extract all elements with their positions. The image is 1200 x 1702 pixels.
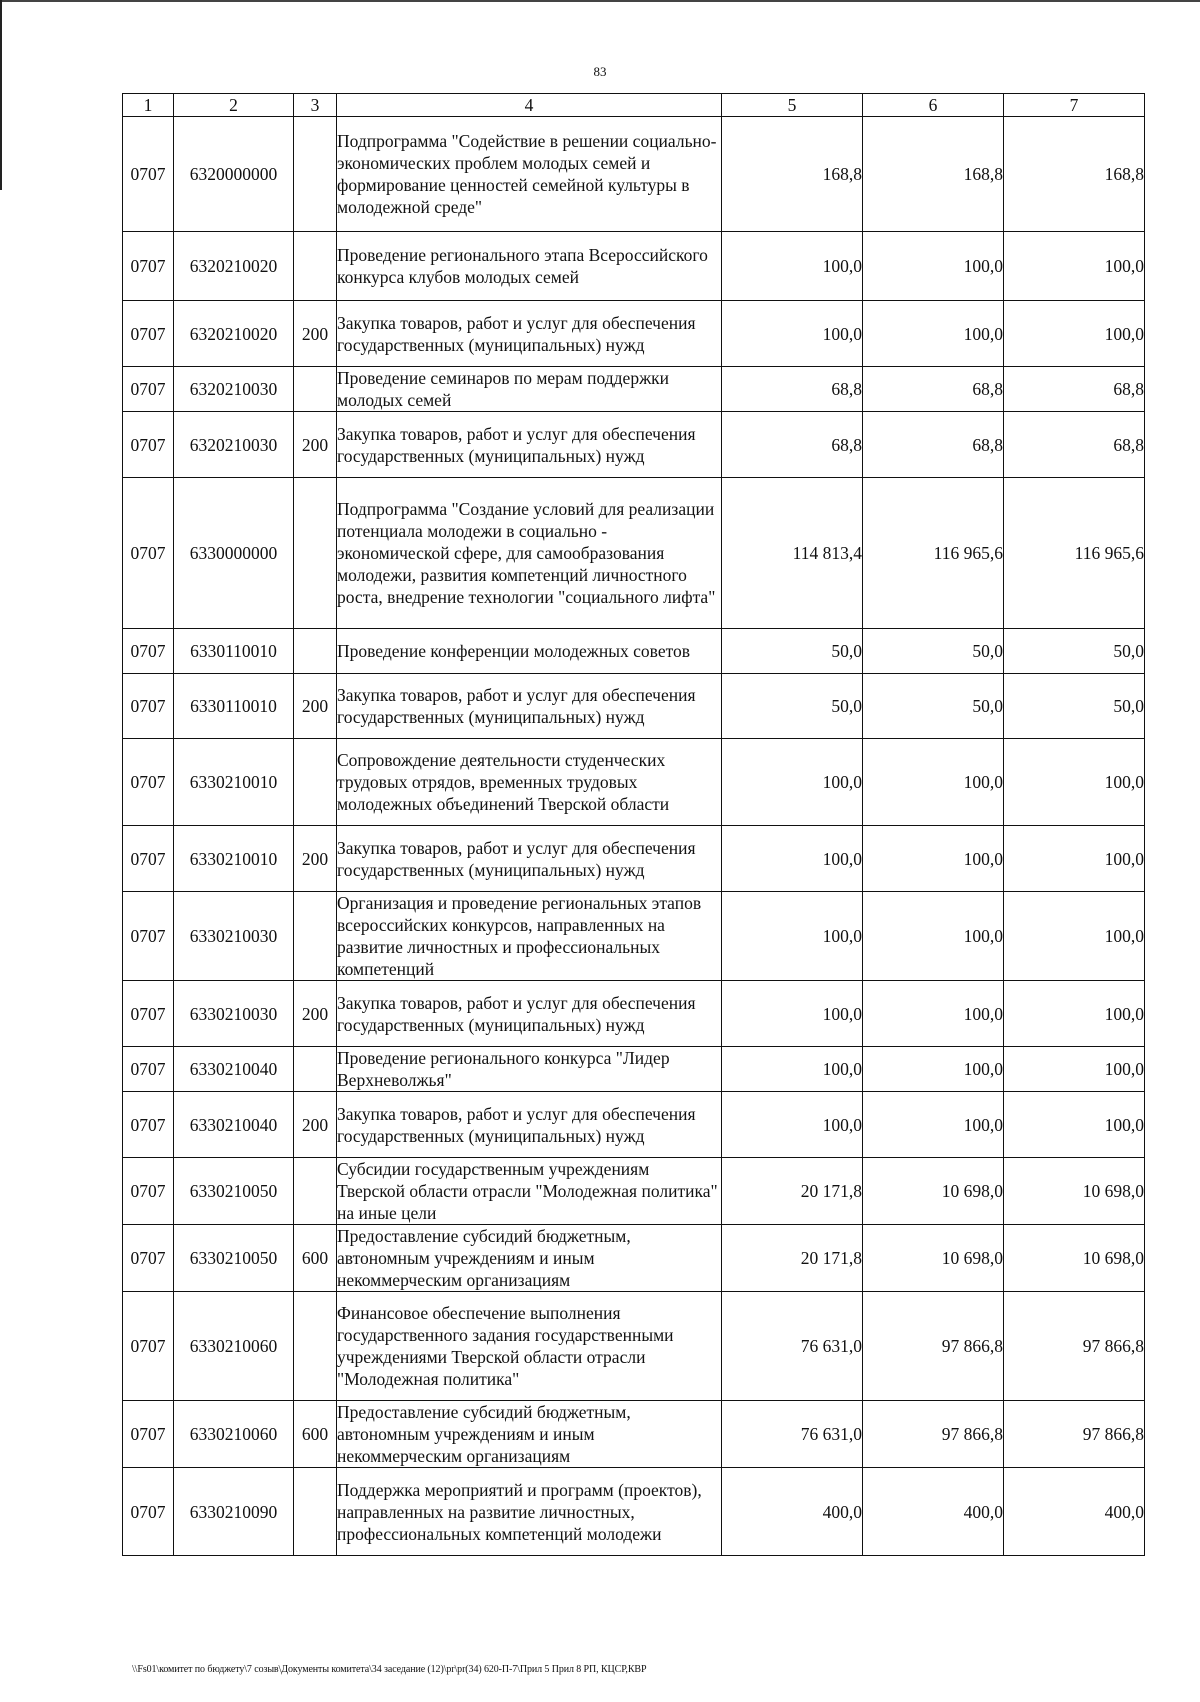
budget-table <box>122 93 1145 1556</box>
header-col-4: 4 <box>337 94 722 117</box>
csr-code-cell: 6330210060 <box>174 1401 294 1468</box>
vr-code-cell: 200 <box>294 412 337 478</box>
amount-col6-cell: 100,0 <box>863 232 1004 301</box>
amount-col5-cell: 100,0 <box>722 232 863 301</box>
amount-col6-cell: 100,0 <box>863 826 1004 892</box>
vr-code-cell: 200 <box>294 826 337 892</box>
amount-col6-cell: 50,0 <box>863 674 1004 739</box>
table-row <box>123 674 1145 739</box>
csr-code-cell: 6320210020 <box>174 232 294 301</box>
csr-code-cell: 6330210050 <box>174 1158 294 1225</box>
amount-col5-cell: 114 813,4 <box>722 478 863 629</box>
amount-col6-cell: 400,0 <box>863 1468 1004 1556</box>
table-row <box>123 739 1145 826</box>
section-code-cell: 0707 <box>123 478 174 629</box>
item-name-cell: Закупка товаров, работ и услуг для обеспечения государственных (муниципальных) нужд <box>337 826 722 892</box>
amount-col6-cell: 100,0 <box>863 892 1004 981</box>
amount-col7-cell: 97 866,8 <box>1004 1401 1145 1468</box>
amount-col6-cell: 68,8 <box>863 367 1004 412</box>
section-code-cell: 0707 <box>123 232 174 301</box>
amount-col6-cell: 50,0 <box>863 629 1004 674</box>
amount-col7-cell: 100,0 <box>1004 232 1145 301</box>
csr-code-cell: 6330210030 <box>174 981 294 1047</box>
item-name-cell: Проведение семинаров по мерам поддержки молодых семей <box>337 367 722 412</box>
csr-code-cell: 6320210020 <box>174 301 294 367</box>
csr-code-cell: 6330210050 <box>174 1225 294 1292</box>
amount-col5-cell: 20 171,8 <box>722 1158 863 1225</box>
csr-code-cell: 6320000000 <box>174 117 294 232</box>
amount-col5-cell: 68,8 <box>722 412 863 478</box>
table-row <box>123 892 1145 981</box>
amount-col7-cell: 50,0 <box>1004 674 1145 739</box>
amount-col5-cell: 76 631,0 <box>722 1401 863 1468</box>
vr-code-cell <box>294 1158 337 1225</box>
amount-col6-cell: 100,0 <box>863 739 1004 826</box>
header-col-1: 1 <box>123 94 174 117</box>
vr-code-cell <box>294 117 337 232</box>
amount-col7-cell: 100,0 <box>1004 981 1145 1047</box>
table-row <box>123 1225 1145 1292</box>
item-name-cell: Предоставление субсидий бюджетным, автономным учреждениям и иным некоммерческим организациям <box>337 1401 722 1468</box>
amount-col7-cell: 10 698,0 <box>1004 1158 1145 1225</box>
section-code-cell: 0707 <box>123 1401 174 1468</box>
table-row <box>123 367 1145 412</box>
table-row <box>123 1092 1145 1158</box>
table-row <box>123 232 1145 301</box>
vr-code-cell <box>294 1047 337 1092</box>
vr-code-cell: 200 <box>294 674 337 739</box>
item-name-cell: Проведение конференции молодежных советов <box>337 629 722 674</box>
header-col-3: 3 <box>294 94 337 117</box>
amount-col6-cell: 100,0 <box>863 981 1004 1047</box>
item-name-cell: Сопровождение деятельности студенческих трудовых отрядов, временных трудовых молодежных объединений Тверской области <box>337 739 722 826</box>
amount-col6-cell: 100,0 <box>863 1092 1004 1158</box>
amount-col6-cell: 168,8 <box>863 117 1004 232</box>
amount-col6-cell: 10 698,0 <box>863 1158 1004 1225</box>
section-code-cell: 0707 <box>123 739 174 826</box>
item-name-cell: Закупка товаров, работ и услуг для обеспечения государственных (муниципальных) нужд <box>337 674 722 739</box>
item-name-cell: Закупка товаров, работ и услуг для обеспечения государственных (муниципальных) нужд <box>337 301 722 367</box>
item-name-cell: Организация и проведение региональных этапов всероссийских конкурсов, направленных на развитие личностных и профессиональных компетенций <box>337 892 722 981</box>
vr-code-cell <box>294 1292 337 1401</box>
item-name-cell: Закупка товаров, работ и услуг для обеспечения государственных (муниципальных) нужд <box>337 981 722 1047</box>
amount-col6-cell: 100,0 <box>863 301 1004 367</box>
header-col-2: 2 <box>174 94 294 117</box>
csr-code-cell: 6330210010 <box>174 739 294 826</box>
amount-col5-cell: 100,0 <box>722 981 863 1047</box>
vr-code-cell: 600 <box>294 1225 337 1292</box>
table-row <box>123 981 1145 1047</box>
csr-code-cell: 6320210030 <box>174 412 294 478</box>
item-name-cell: Проведение регионального этапа Всероссийского конкурса клубов молодых семей <box>337 232 722 301</box>
section-code-cell: 0707 <box>123 981 174 1047</box>
section-code-cell: 0707 <box>123 367 174 412</box>
section-code-cell: 0707 <box>123 674 174 739</box>
header-col-6: 6 <box>863 94 1004 117</box>
csr-code-cell: 6330110010 <box>174 629 294 674</box>
table-row <box>123 629 1145 674</box>
amount-col7-cell: 50,0 <box>1004 629 1145 674</box>
section-code-cell: 0707 <box>123 892 174 981</box>
amount-col7-cell: 100,0 <box>1004 1092 1145 1158</box>
table-row <box>123 826 1145 892</box>
item-name-cell: Проведение регионального конкурса "Лидер Верхневолжья" <box>337 1047 722 1092</box>
item-name-cell: Подпрограмма "Создание условий для реализации потенциала молодежи в социально - экономической сфере, для самообразования молодежи, развития компетенций личностного роста, внедрение технологии "социального лифта" <box>337 478 722 629</box>
amount-col7-cell: 68,8 <box>1004 412 1145 478</box>
section-code-cell: 0707 <box>123 1158 174 1225</box>
amount-col5-cell: 76 631,0 <box>722 1292 863 1401</box>
section-code-cell: 0707 <box>123 1468 174 1556</box>
page-number: 83 <box>593 64 607 79</box>
csr-code-cell: 6330110010 <box>174 674 294 739</box>
section-code-cell: 0707 <box>123 301 174 367</box>
footer-file-path: \\Fs01\комитет по бюджету\7 созыв\Документы комитета\34 заседание (12)\pr\pr(34) 620-П-7\Прил 5 Прил 8 РП, КЦСР,КВР <box>132 1664 647 1675</box>
amount-col5-cell: 20 171,8 <box>722 1225 863 1292</box>
amount-col5-cell: 100,0 <box>722 1092 863 1158</box>
item-name-cell: Подпрограмма "Содействие в решении социально-экономических проблем молодых семей и формирование ценностей семейной культуры в молодежной среде" <box>337 117 722 232</box>
section-code-cell: 0707 <box>123 629 174 674</box>
amount-col5-cell: 50,0 <box>722 674 863 739</box>
amount-col6-cell: 97 866,8 <box>863 1292 1004 1401</box>
header-col-7: 7 <box>1004 94 1145 117</box>
csr-code-cell: 6330210040 <box>174 1092 294 1158</box>
item-name-cell: Поддержка мероприятий и программ (проектов), направленных на развитие личностных, профессиональных компетенций молодежи <box>337 1468 722 1556</box>
table-row <box>123 117 1145 232</box>
table-row <box>123 478 1145 629</box>
vr-code-cell <box>294 892 337 981</box>
vr-code-cell: 600 <box>294 1401 337 1468</box>
amount-col7-cell: 400,0 <box>1004 1468 1145 1556</box>
csr-code-cell: 6330210010 <box>174 826 294 892</box>
amount-col5-cell: 100,0 <box>722 892 863 981</box>
amount-col5-cell: 100,0 <box>722 301 863 367</box>
item-name-cell: Закупка товаров, работ и услуг для обеспечения государственных (муниципальных) нужд <box>337 412 722 478</box>
amount-col6-cell: 68,8 <box>863 412 1004 478</box>
scan-edge-line <box>0 0 2 190</box>
amount-col5-cell: 100,0 <box>722 826 863 892</box>
vr-code-cell: 200 <box>294 1092 337 1158</box>
amount-col5-cell: 50,0 <box>722 629 863 674</box>
item-name-cell: Закупка товаров, работ и услуг для обеспечения государственных (муниципальных) нужд <box>337 1092 722 1158</box>
amount-col7-cell: 100,0 <box>1004 1047 1145 1092</box>
item-name-cell: Предоставление субсидий бюджетным, автономным учреждениям и иным некоммерческим организациям <box>337 1225 722 1292</box>
vr-code-cell <box>294 1468 337 1556</box>
vr-code-cell <box>294 232 337 301</box>
table-header-row <box>123 94 1145 117</box>
vr-code-cell <box>294 739 337 826</box>
amount-col7-cell: 97 866,8 <box>1004 1292 1145 1401</box>
item-name-cell: Финансовое обеспечение выполнения государственного задания государственными учреждениями Тверской области отрасли "Молодежная политика" <box>337 1292 722 1401</box>
table-row <box>123 1292 1145 1401</box>
amount-col7-cell: 100,0 <box>1004 739 1145 826</box>
amount-col5-cell: 100,0 <box>722 1047 863 1092</box>
amount-col7-cell: 100,0 <box>1004 892 1145 981</box>
amount-col6-cell: 97 866,8 <box>863 1401 1004 1468</box>
amount-col6-cell: 10 698,0 <box>863 1225 1004 1292</box>
table-row <box>123 412 1145 478</box>
amount-col7-cell: 100,0 <box>1004 301 1145 367</box>
amount-col6-cell: 116 965,6 <box>863 478 1004 629</box>
amount-col7-cell: 10 698,0 <box>1004 1225 1145 1292</box>
table-row <box>123 1158 1145 1225</box>
section-code-cell: 0707 <box>123 826 174 892</box>
table-row <box>123 1468 1145 1556</box>
item-name-cell: Субсидии государственным учреждениям Тверской области отрасли "Молодежная политика" на иные цели <box>337 1158 722 1225</box>
amount-col7-cell: 100,0 <box>1004 826 1145 892</box>
csr-code-cell: 6330000000 <box>174 478 294 629</box>
table-row <box>123 1401 1145 1468</box>
csr-code-cell: 6330210060 <box>174 1292 294 1401</box>
amount-col5-cell: 68,8 <box>722 367 863 412</box>
page-top-border <box>0 0 1200 2</box>
vr-code-cell <box>294 478 337 629</box>
amount-col5-cell: 100,0 <box>722 739 863 826</box>
section-code-cell: 0707 <box>123 1292 174 1401</box>
vr-code-cell: 200 <box>294 981 337 1047</box>
amount-col7-cell: 68,8 <box>1004 367 1145 412</box>
amount-col5-cell: 400,0 <box>722 1468 863 1556</box>
csr-code-cell: 6330210090 <box>174 1468 294 1556</box>
section-code-cell: 0707 <box>123 1092 174 1158</box>
header-col-5: 5 <box>722 94 863 117</box>
amount-col7-cell: 116 965,6 <box>1004 478 1145 629</box>
table-row <box>123 301 1145 367</box>
csr-code-cell: 6330210040 <box>174 1047 294 1092</box>
vr-code-cell: 200 <box>294 301 337 367</box>
csr-code-cell: 6330210030 <box>174 892 294 981</box>
section-code-cell: 0707 <box>123 412 174 478</box>
section-code-cell: 0707 <box>123 1047 174 1092</box>
vr-code-cell <box>294 629 337 674</box>
amount-col6-cell: 100,0 <box>863 1047 1004 1092</box>
section-code-cell: 0707 <box>123 117 174 232</box>
section-code-cell: 0707 <box>123 1225 174 1292</box>
amount-col7-cell: 168,8 <box>1004 117 1145 232</box>
table-row <box>123 1047 1145 1092</box>
table-body <box>123 117 1145 1556</box>
amount-col5-cell: 168,8 <box>722 117 863 232</box>
csr-code-cell: 6320210030 <box>174 367 294 412</box>
vr-code-cell <box>294 367 337 412</box>
